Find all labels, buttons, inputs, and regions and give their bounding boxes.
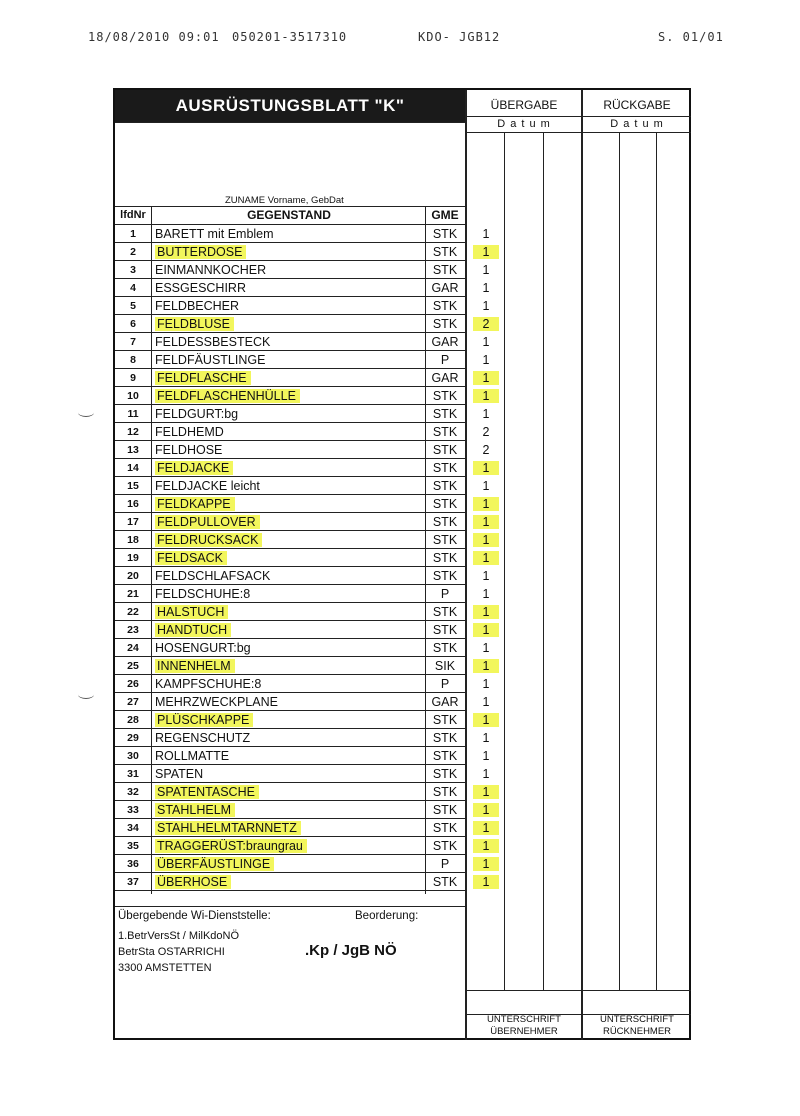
- unit-cell: STK: [432, 245, 458, 259]
- uebergabe-header: ÜBERGABE: [490, 98, 558, 112]
- unit-cell: P: [440, 353, 450, 367]
- row-number: 8: [130, 354, 136, 366]
- quantity-cell: 1: [482, 407, 490, 421]
- fax-datetime: 18/08/2010 09:01: [88, 30, 220, 44]
- item-name: KAMPFSCHUHE:8: [155, 677, 262, 691]
- table-row: [115, 585, 490, 603]
- item-name: FELDSCHUHE:8: [155, 587, 251, 601]
- item-name: FELDSCHLAFSACK: [155, 569, 271, 583]
- quantity-cell: 1: [482, 353, 490, 367]
- item-name: FELDHOSE: [155, 443, 223, 457]
- item-name: FELDESSBESTECK: [155, 335, 271, 349]
- footer-line1: 1.BetrVersSt / MilKdoNÖ: [118, 930, 240, 942]
- quantity-cell: 1: [473, 659, 500, 673]
- table-row: [115, 297, 490, 315]
- quantity-cell: 1: [473, 821, 500, 835]
- row-number: 37: [127, 876, 139, 888]
- quantity-cell: 1: [473, 605, 500, 619]
- table-row: [115, 441, 490, 459]
- unit-cell: STK: [432, 533, 458, 547]
- item-name: FELDBECHER: [155, 299, 240, 313]
- quantity-cell: 1: [473, 551, 500, 565]
- row-number: 23: [127, 624, 139, 636]
- row-number: 34: [127, 822, 139, 834]
- col-header-nr: lfdNr: [120, 209, 146, 221]
- sig-left-2: ÜBERNEHMER: [490, 1026, 558, 1037]
- row-number: 30: [127, 750, 139, 762]
- unit-cell: GAR: [431, 335, 459, 349]
- unit-cell: STK: [432, 479, 458, 493]
- quantity-cell: 1: [473, 623, 500, 637]
- row-number: 14: [127, 462, 139, 474]
- table-row: [115, 675, 490, 693]
- row-number: 7: [130, 336, 136, 348]
- table-row: [115, 819, 490, 837]
- table-row: [115, 513, 490, 531]
- row-number: 1: [130, 228, 136, 240]
- quantity-cell: 1: [482, 335, 490, 349]
- datum-left: D a t u m: [497, 118, 551, 130]
- item-name: MEHRZWECKPLANE: [155, 695, 278, 709]
- row-number: 4: [130, 282, 136, 294]
- unit-cell: STK: [432, 713, 458, 727]
- unit-cell: SIK: [434, 659, 456, 673]
- divider: [467, 132, 691, 133]
- divider: [115, 906, 465, 907]
- footer-line3: 3300 AMSTETTEN: [118, 962, 212, 974]
- unit-cell: STK: [432, 497, 458, 511]
- table-row: [115, 423, 490, 441]
- table-row: [115, 747, 490, 765]
- quantity-cell: 1: [482, 569, 490, 583]
- unit-cell: P: [440, 587, 450, 601]
- fax-sender: KDO- JGB12: [418, 30, 501, 44]
- row-number: 22: [127, 606, 139, 618]
- table-row: [115, 279, 490, 297]
- unit-stamp: .Kp / JgB NÖ: [305, 942, 397, 959]
- table-row: [115, 657, 490, 675]
- name-caption: ZUNAME Vorname, GebDat: [225, 195, 344, 206]
- table-row: [115, 315, 490, 333]
- unit-cell: STK: [432, 803, 458, 817]
- unit-cell: STK: [432, 767, 458, 781]
- item-name: FELDKAPPE: [155, 497, 235, 511]
- form-title: AUSRÜSTUNGSBLATT "K": [115, 90, 465, 122]
- item-name: ÜBERFÄUSTLINGE: [155, 857, 274, 871]
- unit-cell: STK: [432, 623, 458, 637]
- row-number: 10: [127, 390, 139, 402]
- quantity-cell: 1: [482, 677, 490, 691]
- quantity-cell: 1: [473, 839, 500, 853]
- divider: [467, 116, 691, 117]
- quantity-cell: 1: [482, 263, 490, 277]
- quantity-cell: 2: [482, 443, 490, 457]
- quantity-cell: 1: [482, 587, 490, 601]
- row-number: 28: [127, 714, 139, 726]
- unit-cell: GAR: [431, 371, 459, 385]
- equipment-form: [113, 88, 691, 1040]
- quantity-cell: 1: [473, 245, 500, 259]
- table-row: [115, 801, 490, 819]
- row-number: 20: [127, 570, 139, 582]
- row-number: 12: [127, 426, 139, 438]
- item-name: FELDHEMD: [155, 425, 224, 439]
- table-row: [115, 639, 490, 657]
- table-row: [115, 549, 490, 567]
- unit-cell: STK: [432, 443, 458, 457]
- row-number: 18: [127, 534, 139, 546]
- table-row: [115, 837, 490, 855]
- unit-cell: STK: [432, 839, 458, 853]
- item-name: TRAGGERÜST:braungrau: [155, 839, 307, 853]
- dienststelle-label: Übergebende Wi-Dienststelle:: [118, 910, 271, 922]
- table-row: [115, 459, 490, 477]
- divider: [656, 132, 657, 990]
- quantity-cell: 1: [482, 281, 490, 295]
- unit-cell: P: [440, 677, 450, 691]
- row-number: 11: [127, 408, 139, 420]
- unit-cell: STK: [432, 875, 458, 889]
- quantity-cell: 1: [482, 479, 490, 493]
- unit-cell: STK: [432, 227, 458, 241]
- row-number: 13: [127, 444, 139, 456]
- quantity-cell: 2: [473, 317, 500, 331]
- unit-cell: STK: [432, 407, 458, 421]
- quantity-cell: 1: [473, 515, 500, 529]
- row-number: 31: [127, 768, 139, 780]
- item-name: FELDPULLOVER: [155, 515, 260, 529]
- item-name: FELDJACKE: [155, 461, 233, 475]
- divider: [115, 206, 465, 207]
- table-row: [115, 621, 490, 639]
- row-number: 27: [127, 696, 139, 708]
- col-header-gme: GME: [431, 208, 459, 222]
- quantity-cell: 1: [482, 749, 490, 763]
- row-number: 24: [127, 642, 139, 654]
- sig-right-1: UNTERSCHRIFT: [600, 1014, 674, 1025]
- quantity-cell: 1: [482, 767, 490, 781]
- table-row: [115, 603, 490, 621]
- table-row: [115, 243, 490, 261]
- item-name: STAHLHELMTARNNETZ: [155, 821, 301, 835]
- table-row: [115, 387, 490, 405]
- row-divider: [115, 890, 465, 891]
- unit-cell: STK: [432, 263, 458, 277]
- unit-cell: GAR: [431, 695, 459, 709]
- item-name: REGENSCHUTZ: [155, 731, 251, 745]
- item-name: FELDFLASCHENHÜLLE: [155, 389, 300, 403]
- table-row: [115, 729, 490, 747]
- item-name: FELDSACK: [155, 551, 227, 565]
- quantity-cell: 1: [473, 875, 500, 889]
- item-name: INNENHELM: [155, 659, 235, 673]
- quantity-cell: 1: [473, 461, 500, 475]
- margin-mark: [78, 408, 94, 417]
- item-name: ESSGESCHIRR: [155, 281, 246, 295]
- unit-cell: P: [440, 857, 450, 871]
- quantity-cell: 1: [482, 695, 490, 709]
- item-name: BUTTERDOSE: [155, 245, 246, 259]
- row-number: 9: [130, 372, 136, 384]
- table-row: [115, 351, 490, 369]
- fax-page: S. 01/01: [658, 30, 724, 44]
- unit-cell: STK: [432, 749, 458, 763]
- quantity-cell: 1: [473, 371, 500, 385]
- unit-cell: STK: [432, 641, 458, 655]
- quantity-cell: 1: [482, 641, 490, 655]
- quantity-cell: 1: [473, 857, 500, 871]
- unit-cell: STK: [432, 821, 458, 835]
- unit-cell: GAR: [431, 281, 459, 295]
- unit-cell: STK: [432, 389, 458, 403]
- item-name: HOSENGURT:bg: [155, 641, 251, 655]
- divider: [619, 132, 620, 990]
- fax-number: 050201-3517310: [232, 30, 348, 44]
- margin-mark: [78, 690, 94, 699]
- table-row: [115, 333, 490, 351]
- item-name: EINMANNKOCHER: [155, 263, 267, 277]
- unit-cell: STK: [432, 569, 458, 583]
- sig-right-2: RÜCKNEHMER: [602, 1026, 672, 1037]
- quantity-cell: 1: [473, 713, 500, 727]
- quantity-cell: 1: [473, 785, 500, 799]
- unit-cell: STK: [432, 785, 458, 799]
- row-number: 15: [127, 480, 139, 492]
- table-row: [115, 477, 490, 495]
- quantity-cell: 1: [482, 227, 490, 241]
- row-number: 2: [130, 246, 136, 258]
- row-number: 26: [127, 678, 139, 690]
- item-name: FELDBLUSE: [155, 317, 234, 331]
- table-row: [115, 783, 490, 801]
- unit-cell: STK: [432, 461, 458, 475]
- row-number: 25: [127, 660, 139, 672]
- row-number: 19: [127, 552, 139, 564]
- unit-cell: STK: [432, 605, 458, 619]
- table-row: [115, 495, 490, 513]
- table-row: [115, 693, 490, 711]
- table-row: [115, 711, 490, 729]
- unit-cell: STK: [432, 731, 458, 745]
- table-row: [115, 405, 490, 423]
- quantity-cell: 1: [473, 533, 500, 547]
- beorderung-label: Beorderung:: [355, 910, 419, 922]
- table-row: [115, 261, 490, 279]
- item-name: HALSTUCH: [155, 605, 228, 619]
- item-name: FELDGURT:bg: [155, 407, 239, 421]
- row-number: 29: [127, 732, 139, 744]
- sig-left-1: UNTERSCHRIFT: [487, 1014, 561, 1025]
- unit-cell: STK: [432, 299, 458, 313]
- item-name: STAHLHELM: [155, 803, 235, 817]
- table-row: [115, 225, 490, 243]
- item-name: PLÜSCHKAPPE: [155, 713, 253, 727]
- row-number: 16: [127, 498, 139, 510]
- quantity-cell: 2: [482, 425, 490, 439]
- item-name: SPATENTASCHE: [155, 785, 259, 799]
- row-number: 3: [130, 264, 136, 276]
- col-header-item: GEGENSTAND: [247, 208, 331, 222]
- table-row: [115, 873, 490, 891]
- table-row: [115, 531, 490, 549]
- item-name: HANDTUCH: [155, 623, 231, 637]
- divider: [581, 90, 583, 1040]
- row-number: 36: [127, 858, 139, 870]
- table-row: [115, 369, 490, 387]
- divider: [543, 132, 544, 990]
- unit-cell: STK: [432, 515, 458, 529]
- divider: [467, 990, 691, 991]
- row-number: 6: [130, 318, 136, 330]
- row-number: 21: [127, 588, 139, 600]
- quantity-cell: 1: [473, 803, 500, 817]
- row-number: 35: [127, 840, 139, 852]
- table-row: [115, 765, 490, 783]
- row-number: 33: [127, 804, 139, 816]
- unit-cell: STK: [432, 317, 458, 331]
- unit-cell: STK: [432, 425, 458, 439]
- item-name: FELDFÄUSTLINGE: [155, 353, 266, 367]
- item-name: SPATEN: [155, 767, 204, 781]
- item-name: ÜBERHOSE: [155, 875, 231, 889]
- table-row: [115, 567, 490, 585]
- quantity-cell: 1: [473, 389, 500, 403]
- quantity-cell: 1: [482, 731, 490, 745]
- item-name: BARETT mit Emblem: [155, 227, 274, 241]
- row-number: 17: [127, 516, 139, 528]
- datum-right: D a t u m: [610, 118, 664, 130]
- unit-cell: STK: [432, 551, 458, 565]
- rueckgabe-header: RÜCKGABE: [603, 98, 671, 112]
- table-row: [115, 855, 490, 873]
- divider: [115, 122, 465, 123]
- row-number: 5: [130, 300, 136, 312]
- item-name: ROLLMATTE: [155, 749, 230, 763]
- quantity-cell: 1: [482, 299, 490, 313]
- item-name: FELDRUCKSACK: [155, 533, 262, 547]
- quantity-cell: 1: [473, 497, 500, 511]
- item-name: FELDJACKE leicht: [155, 479, 260, 493]
- row-number: 32: [127, 786, 139, 798]
- footer-line2: BetrSta OSTARRICHI: [118, 946, 225, 958]
- item-name: FELDFLASCHE: [155, 371, 251, 385]
